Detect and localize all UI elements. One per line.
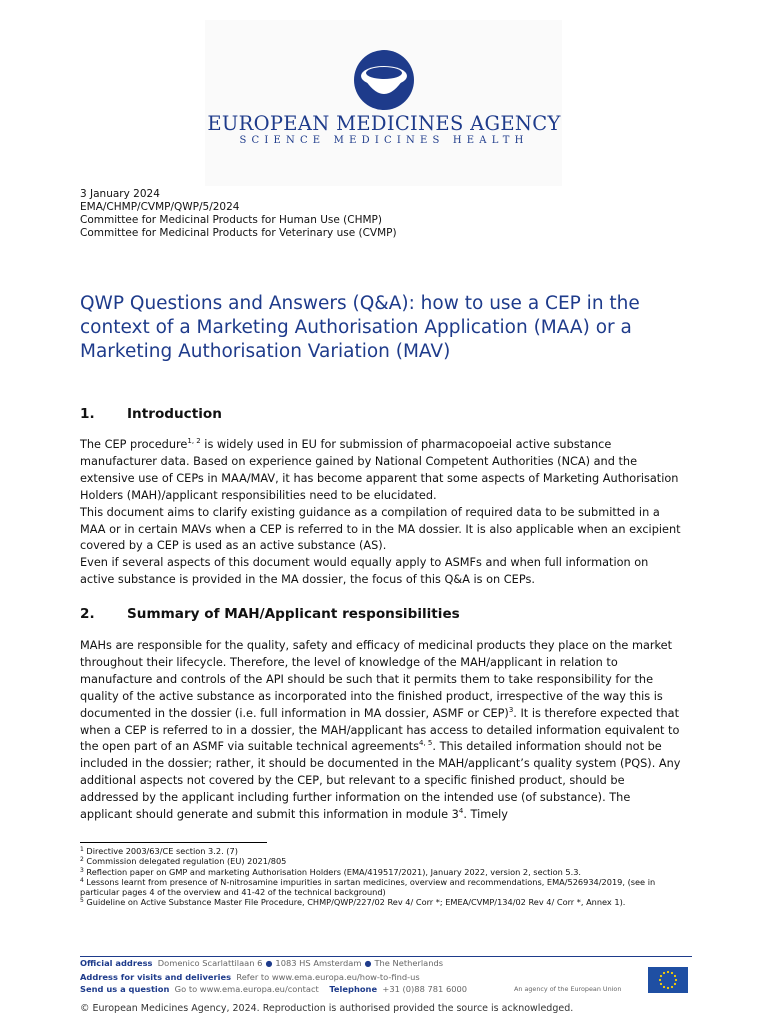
footnote-number: 4 [80, 876, 84, 884]
paragraph: Even if several aspects of this document would equally apply to ASMFs and when full information on active substance is provided in the MA dossier, the focus of this Q&A is on CEPs. [80, 556, 649, 587]
eu-agency-text: An agency of the European Union [514, 985, 622, 993]
footer-link[interactable]: Refer to www.ema.europa.eu/how-to-find-us [236, 972, 420, 982]
document-date: 3 January 2024 [80, 188, 160, 200]
agency-name: EUROPEAN MEDICINES AGENCY [207, 112, 561, 135]
text-run: The CEP procedure [80, 438, 188, 451]
footnote [80, 897, 690, 907]
text-run: . This detailed information should not be included in the dossier; rather, it should be documented in the MAH/applicant’s quality system (PQS). Any additional aspects not covered by the CEP, but relevant to a specific finished product, should be addressed by the applicant including further information on the intended use (of substance). The applicant should generate and submit this information in module 3 [80, 740, 681, 822]
paragraph [80, 638, 685, 824]
copyright-notice: © European Medicines Agency, 2024. Reproduction is authorised provided the source is acknowledged. [80, 1003, 574, 1014]
bullet-icon: ● [265, 959, 273, 968]
footer-label: Send us a question [80, 984, 170, 994]
footer-visits [80, 972, 420, 983]
footnote-ref: 3 [508, 705, 514, 714]
section-1-body [80, 437, 685, 589]
committee-vet: Committee for Medicinal Products for Veterinary use (CVMP) [80, 227, 397, 239]
footnote-text: Directive 2003/63/CE section 3.2. (7) [83, 846, 238, 856]
footer-official-address [80, 958, 443, 969]
paragraph: This document aims to clarify existing guidance as a compilation of required data to be submitted in a MAA or in certain MAVs when a CEP is referred to in the MA dossier. It is also applicable when an excipient covered by a CEP is used as an active substance (AS). [80, 505, 681, 553]
footnote-text: Lessons learnt from presence of N-nitrosamine impurities in sartan medicines, overview and recommendations, EMA/526934/2019, (see in particular pages 4 of the overview and 41-42 of the technical background) [80, 876, 656, 898]
footnote-number: 5 [80, 897, 84, 905]
bullet-icon: ● [364, 959, 372, 968]
footnote [80, 846, 690, 856]
section-1-heading [80, 406, 222, 422]
footer-link[interactable]: Go to www.ema.europa.eu/contact [174, 984, 319, 994]
footnote-text: Guideline on Active Substance Master File Procedure, CHMP/QWP/227/02 Rev 4/ Corr *; EMEA/CVMP/134/02 Rev 4/ Corr *, Annex 1). [83, 897, 626, 908]
document-meta [80, 188, 397, 240]
document-title: QWP Questions and Answers (Q&A): how to use a CEP in the context of a Marketing Authorisation Application (MAA) or a Marketing Authorisation Variation (MAV) [80, 293, 640, 362]
section-title: Summary of MAH/Applicant responsibilities [127, 606, 460, 622]
footer-text: 1083 HS Amsterdam [275, 958, 362, 968]
footer-label: Telephone [329, 984, 378, 994]
footnote-number: 2 [80, 856, 84, 864]
eu-flag-icon [648, 967, 688, 993]
footer-text: Domenico Scarlattilaan 6 [157, 958, 263, 968]
footnote-ref: 4 [458, 807, 464, 816]
section-title: Introduction [127, 406, 222, 422]
footnotes [80, 846, 690, 908]
text-run: . It is therefore expected that when a CEP is referred to in a dossier, the MAH/applicant has access to detailed information equivalent to the open part of an ASMF via suitable technical agreements [80, 706, 680, 754]
footer-text: +31 (0)88 781 6000 [382, 984, 468, 994]
agency-tagline: SCIENCE MEDICINES HEALTH [239, 135, 529, 146]
section-number: 1. [80, 406, 95, 422]
footnote-text: Reflection paper on GMP and marketing Authorisation Holders (EMA/419517/2021), January 2022, version 2, section 5.3. [83, 866, 582, 877]
footnote-ref: 1, 2 [187, 437, 201, 445]
footnote [80, 877, 690, 898]
section-number: 2. [80, 606, 95, 622]
paragraph [80, 437, 685, 505]
section-2-body [80, 638, 685, 824]
footnote-divider [80, 842, 267, 843]
footnote-number: 1 [80, 846, 84, 853]
footnote [80, 856, 690, 866]
footer-text: The Netherlands [374, 958, 444, 968]
footnote-number: 3 [80, 866, 84, 874]
footnote-text: Commission delegated regulation (EU) 2021/805 [83, 856, 287, 867]
text-run: . Timely [463, 808, 508, 822]
text-run: is widely used in EU for submission of pharmacopoeial active substance manufacturer data. Based on experience gained by National Competent Authorities (NCA) and the extensive use of CEPs in MAA/MAV, it has become apparent that some aspects of Marketing Authorisation Holders (MAH)/applicant responsibilities need to be elucidated. [80, 438, 679, 502]
footer-contact [80, 984, 467, 995]
footer-label: Address for visits and deliveries [80, 972, 232, 982]
text-run: MAHs are responsible for the quality, safety and efficacy of medicinal products they place on the market throughout their lifecycle. Therefore, the level of knowledge of the MAH/applicant in relation to manufacture and controls of the API should be such that it permits them to take responsibility for the quality of the active substance as incorporated into the finished product, irrespective of the way this is documented in the dossier (i.e. full information in MA dossier, ASMF or CEP) [80, 639, 673, 720]
committee-human: Committee for Medicinal Products for Human Use (CHMP) [80, 214, 382, 226]
footer-divider [80, 956, 692, 957]
footer-label: Official address [80, 958, 153, 968]
footnote-ref: 4, 5 [419, 739, 433, 748]
document-reference: EMA/CHMP/CVMP/QWP/5/2024 [80, 201, 240, 213]
footnote [80, 867, 690, 877]
ema-emblem-icon [354, 50, 414, 110]
section-2-heading [80, 606, 460, 622]
